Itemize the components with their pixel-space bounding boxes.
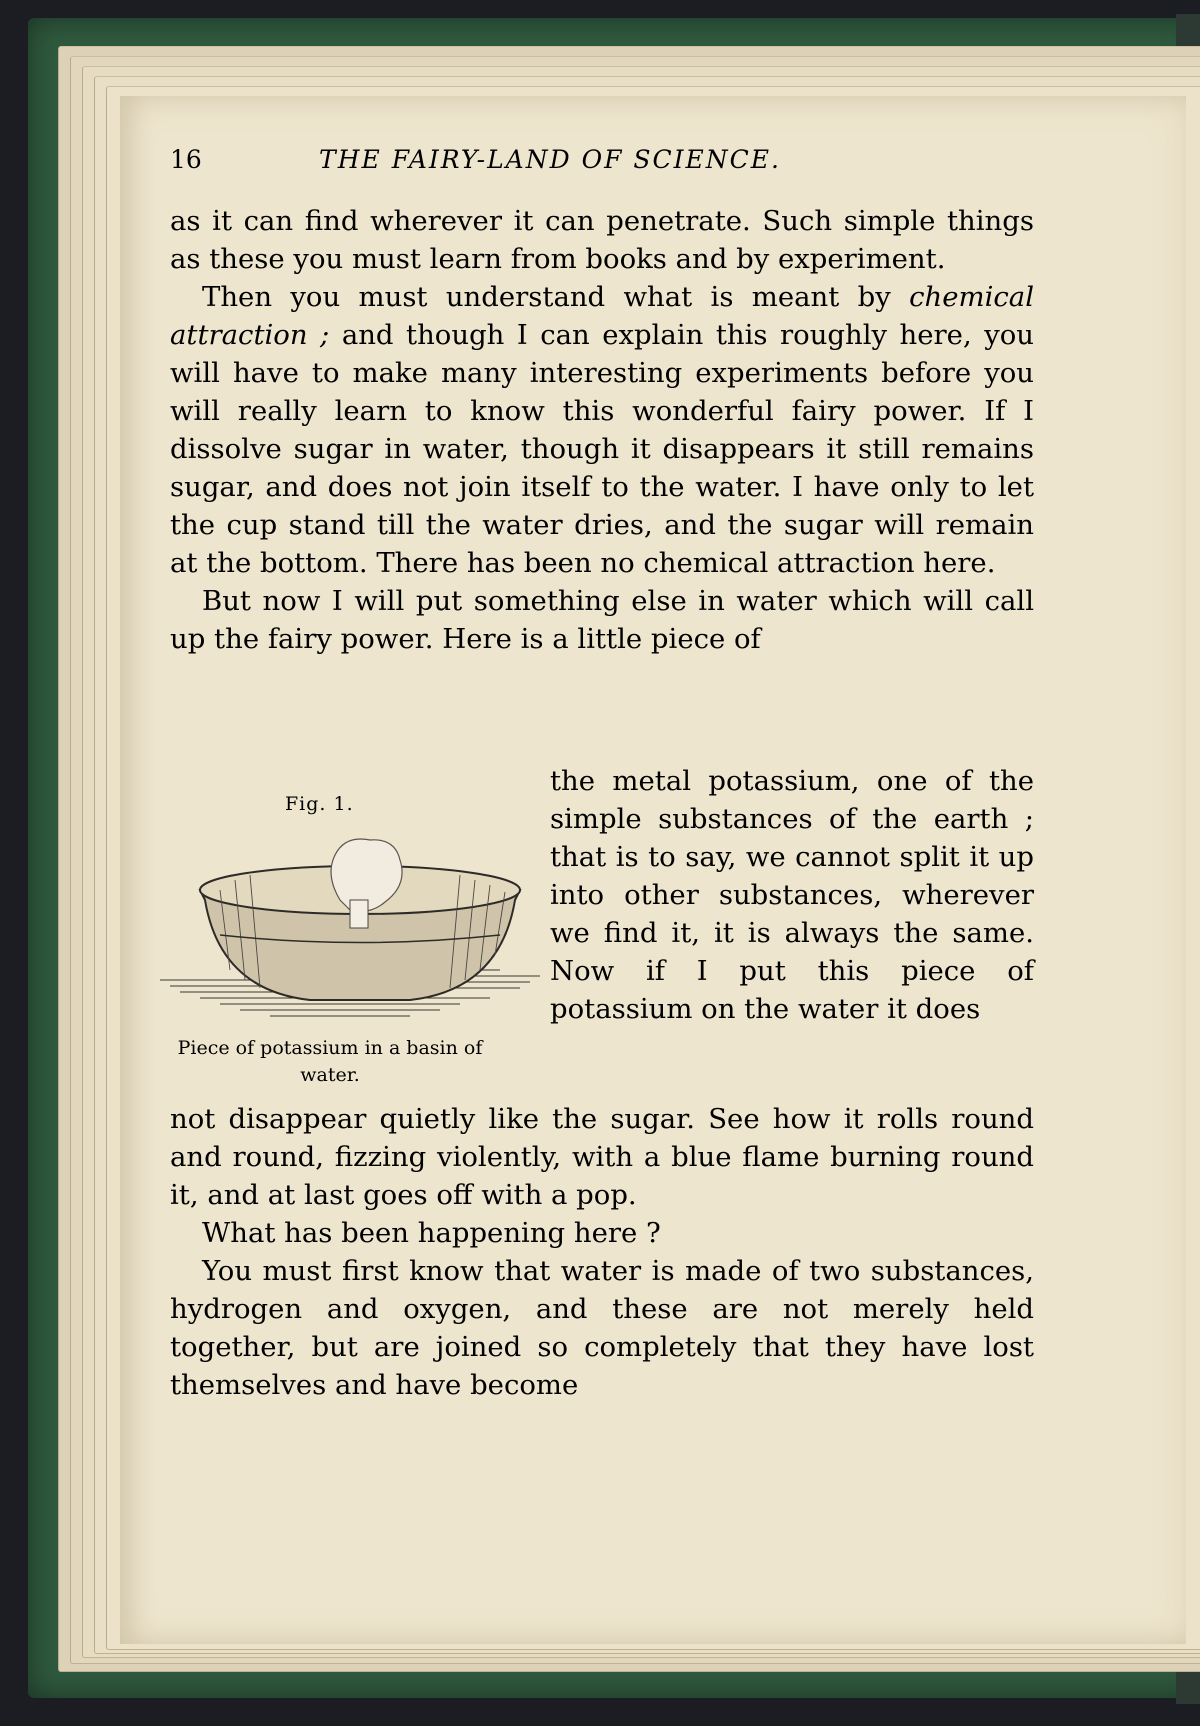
text-block-bottom bbox=[170, 1100, 1034, 1404]
text-wrap-column bbox=[550, 762, 1034, 1028]
page-number: 16 bbox=[170, 145, 202, 174]
page-header bbox=[170, 145, 930, 185]
paragraph-2-start: Then you must understand what is meant by bbox=[202, 281, 891, 313]
paragraph-3-after: not disappear quietly like the sugar. See how it rolls round and round, fizzing violently, with a blue flame burning round it, and at last goes off with a pop. bbox=[170, 1103, 1034, 1211]
potassium-basin-illustration bbox=[160, 830, 540, 1030]
chemical-attraction-italic: chemical attraction ; bbox=[170, 281, 1034, 351]
paragraph-2-rest: and though I can explain this roughly here, you will have to make many interesting experiments before you will really learn to know this wonderful fairy power. If I dissolve sugar in water, though it disappears it still remains sugar, and does not join itself to the water. I have only to let the cup stand till the water dries, and the sugar will remain at the bottom. There has been no chemical attraction here. bbox=[170, 319, 1034, 579]
paragraph-1: as it can find wherever it can penetrate. Such simple things as these you must learn from books and by experiment. bbox=[170, 205, 1034, 275]
figure-caption: Piece of potassium in a basin of water. bbox=[177, 1037, 483, 1086]
running-title: THE FAIRY-LAND OF SCIENCE. bbox=[319, 145, 781, 174]
figure-label: Fig. 1. bbox=[285, 793, 354, 815]
text-block-top bbox=[170, 202, 1034, 658]
paragraph-5: You must first know that water is made of two substances, hydrogen and oxygen, and these are not merely held together, but are joined so completely that they have lost themselves and have become bbox=[170, 1255, 1034, 1401]
paragraph-2 bbox=[170, 278, 1034, 582]
paragraph-3-full: But now I will put something else in water which will call up the fairy power. Here is a little piece of bbox=[170, 585, 1034, 655]
paragraph-3-wrap: the metal potassium, one of the simple substances of the earth ; that is to say, we cannot split it up into other substances, wherever we find it, it is always the same. Now if I put this piece of potassium on the water it does bbox=[550, 765, 1034, 1025]
paragraph-4: What has been happening here ? bbox=[202, 1217, 661, 1249]
